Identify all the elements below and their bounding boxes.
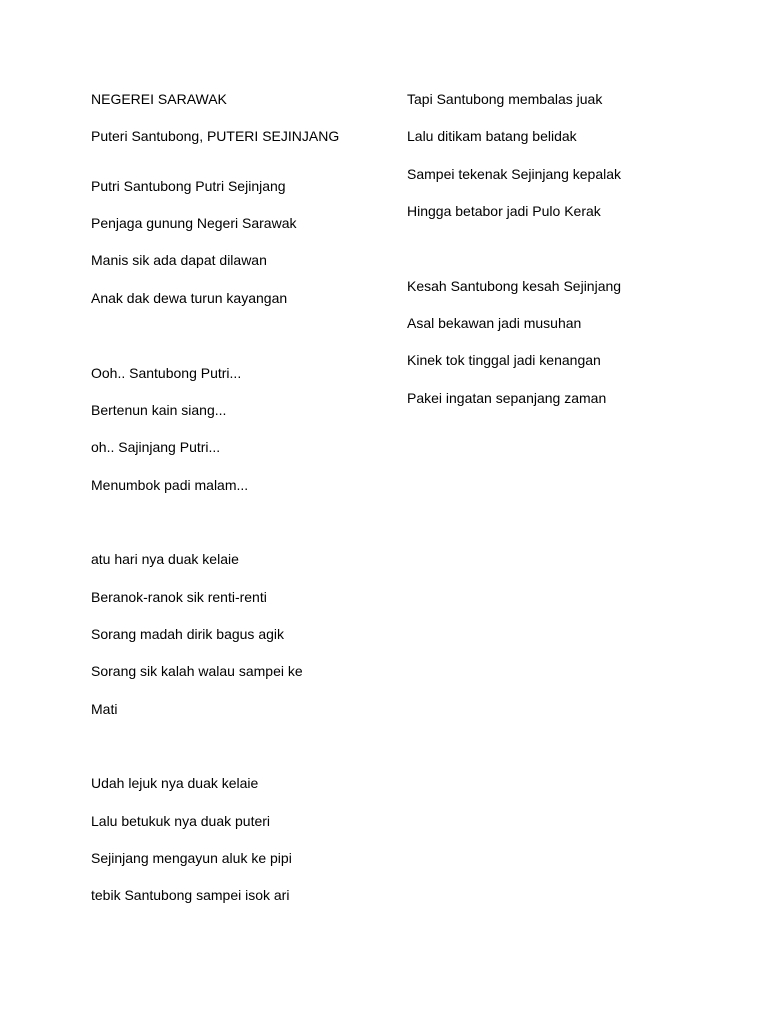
verse-line: Penjaga gunung Negeri Sarawak xyxy=(91,215,297,231)
verse-line: Sorang sik kalah walau sampei ke xyxy=(91,663,303,679)
verse-line: Putri Santubong Putri Sejinjang xyxy=(91,178,286,194)
verse-line: Udah lejuk nya duak kelaie xyxy=(91,775,259,791)
verse-line: Lalu ditikam batang belidak xyxy=(407,128,577,144)
verse-line: Kinek tok tinggal jadi kenangan xyxy=(407,352,601,368)
song-subtitle: Puteri Santubong, PUTERI SEJINJANG xyxy=(91,128,340,144)
verse-line: Manis sik ada dapat dilawan xyxy=(91,252,267,268)
verse-line: Beranok-ranok sik renti-renti xyxy=(91,589,267,605)
verse-line: Hingga betabor jadi Pulo Kerak xyxy=(407,203,601,219)
verse-line: Anak dak dewa turun kayangan xyxy=(91,290,288,306)
verse-line: Kesah Santubong kesah Sejinjang xyxy=(407,278,622,294)
verse-line: Lalu betukuk nya duak puteri xyxy=(91,813,271,829)
verse-line: atu hari nya duak kelaie xyxy=(91,551,239,567)
document-title: NEGEREI SARAWAK xyxy=(91,91,227,107)
verse-line: Ooh.. Santubong Putri... xyxy=(91,365,242,381)
verse-line: Sejinjang mengayun aluk ke pipi xyxy=(91,850,292,866)
verse-line: Pakei ingatan sepanjang zaman xyxy=(407,390,607,406)
verse-line: Bertenun kain siang... xyxy=(91,402,227,418)
verse-line: tebik Santubong sampei isok ari xyxy=(91,887,290,903)
verse-line: Sampei tekenak Sejinjang kepalak xyxy=(407,166,622,182)
verse-line: oh.. Sajinjang Putri... xyxy=(91,439,221,455)
verse-line: Tapi Santubong membalas juak xyxy=(407,91,603,107)
verse-line: Menumbok padi malam... xyxy=(91,477,249,493)
verse-line: Sorang madah dirik bagus agik xyxy=(91,626,285,642)
verse-line: Mati xyxy=(91,701,118,717)
verse-line: Asal bekawan jadi musuhan xyxy=(407,315,582,331)
